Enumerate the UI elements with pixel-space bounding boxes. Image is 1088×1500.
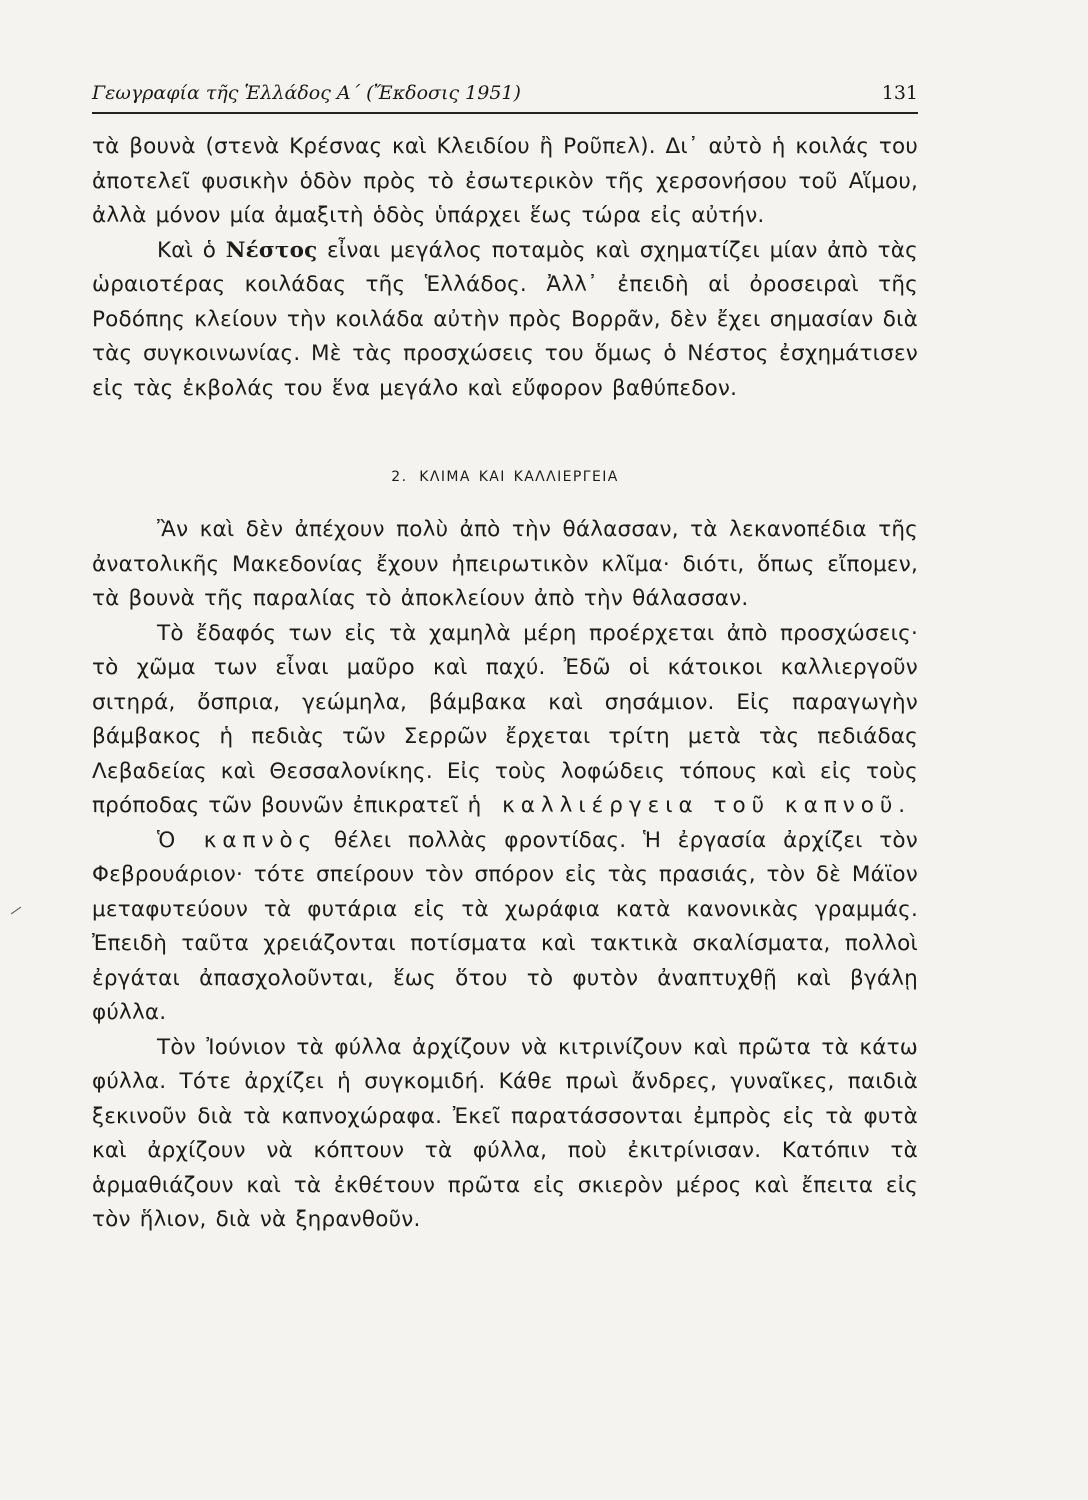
- header-rule: [92, 112, 918, 114]
- paragraph-3: Ἂν καὶ δὲν ἀπέχουν πολὺ ἀπὸ τὴν θάλασσαν, τὰ λεκανοπέδια τῆς ἀνατολικῆς Μακεδονίας ἔχουν ἠπειρωτικὸν κλῖμα· διότι, ὅπως εἴπομεν, τὰ βουνὰ τῆς παραλίας τὸ ἀποκλείουν ἀπὸ τὴν θάλασσαν.: [92, 517, 918, 611]
- margin-pencil-mark: [11, 907, 21, 915]
- body-text: [92, 130, 918, 1238]
- section-title: ΚΛΙΜΑ ΚΑΙ ΚΑΛΛΙΕΡΓΕΙΑ: [419, 469, 619, 485]
- paragraph-1: τὰ βουνὰ (στενὰ Κρέσνας καὶ Κλειδίου ἢ Ροῦπελ). Δι᾽ αὐτὸ ἡ κοιλάς του ἀποτελεῖ φυσικὴν ὁδὸν πρὸς τὸ ἐσωτερικὸν τῆς χερσονήσου τοῦ Αἵμου, ἀλλὰ μόνον μία ἀμαξιτὴ ὁδὸς ὑπάρχει ἕως τώρα εἰς αὐτήν.: [92, 134, 918, 228]
- paragraph-2-rest: εἶναι μεγάλος ποταμὸς καὶ σχηματίζει μίαν ἀπὸ τὰς ὡραιοτέρας κοιλάδας τῆς Ἑλλάδος. Ἀλλ᾽ ἐπειδὴ αἱ ὀροσειραὶ τῆς Ροδόπης κλείουν τὴν κοιλάδα αὐτὴν πρὸς Βορρᾶν, δὲν ἔχει σημασίαν διὰ τὰς συγκοινωνίας. Μὲ τὰς προσχώσεις του ὅμως ὁ Νέστος ἐσχημάτισεν εἰς τὰς ἐκβολάς του ἕνα μεγάλο καὶ εὔφορον βαθύπεδον.: [92, 237, 919, 401]
- paragraph-5-text: θέλει πολλὰς φροντίδας. Ἡ ἐργασία ἀρχίζει τὸν Φεβρουάριον· τότε σπείρουν τὸν σπόρον εἰς τὰς πρασιάς, τὸν δὲ Μάϊον μεταφυτεύουν τὰ φυτάρια εἰς τὰ χωράφια κατὰ κανονικὰς γραμμάς. Ἐπειδὴ ταῦτα χρειάζονται ποτίσματα καὶ τακτικὰ σκαλίσματα, πολλοὶ ἐργάται ἀπασχολοῦνται, ἕως ὅτου τὸ φυτὸν ἀναπτυχθῇ καὶ βγάλῃ φύλλα.: [92, 827, 919, 1025]
- section-number: 2.: [391, 469, 408, 485]
- section-heading: [92, 465, 918, 489]
- paragraph-2-start: Καὶ ὁ: [157, 237, 226, 263]
- nestos-bold-term: Νέστος: [225, 237, 318, 263]
- paragraph-6: Τὸν Ἰούνιον τὰ φύλλα ἀρχίζουν νὰ κιτρινίζουν καὶ πρῶτα τὰ κάτω φύλλα. Τότε ἀρχίζει ἡ συγκομιδή. Κάθε πρωὶ ἄνδρες, γυναῖκες, παιδιὰ ξεκινοῦν διὰ τὰ καπνοχώραφα. Ἐκεῖ παρατάσσονται ἐμπρὸς εἰς τὰ φυτὰ καὶ ἀρχίζουν νὰ κόπτουν τὰ φύλλα, ποὺ ἐκιτρίνισαν. Κατόπιν τὰ ἁρμαθιάζουν καὶ τὰ ἐκθέτουν πρῶτα εἰς σκιερὸν μέρος καὶ ἔπειτα εἰς τὸν ἥλιον, διὰ νὰ ξηρανθοῦν.: [92, 1034, 918, 1232]
- paragraph-5: [92, 824, 918, 1031]
- page-number: 131: [881, 82, 918, 104]
- tobacco-emphasis: Ὁ καπνὸς: [157, 827, 318, 853]
- paragraph-2: [92, 234, 918, 407]
- paragraph-4-text: Τὸ ἔδαφός των εἰς τὰ χαμηλὰ μέρη προέρχεται ἀπὸ προσχώσεις· τὸ χῶμα των εἶναι μαῦρο καὶ παχύ. Ἐδῶ οἱ κάτοικοι καλλιεργοῦν σιτηρά, ὄσπρια, γεώμηλα, βάμβακα καὶ σησάμιον. Εἰς παραγωγὴν βάμβακος ἡ πεδιὰς τῶν Σερρῶν ἔρχεται τρίτη μετὰ τὰς πεδιάδας Λεβαδείας καὶ Θεσσαλονίκης. Εἰς τοὺς λοφώδεις τόπους καὶ εἰς τοὺς πρόποδας τῶν βουνῶν ἐπικρατεῖ: [92, 620, 918, 818]
- running-header: [92, 80, 918, 110]
- paragraph-4: [92, 617, 918, 824]
- running-header-title: Γεωγραφία τῆς Ἑλλάδος Α΄ (Ἔκδοσις 1951): [92, 82, 521, 104]
- tobacco-cultivation-emphasis: ἡ καλλιέργεια τοῦ καπνοῦ.: [467, 793, 912, 818]
